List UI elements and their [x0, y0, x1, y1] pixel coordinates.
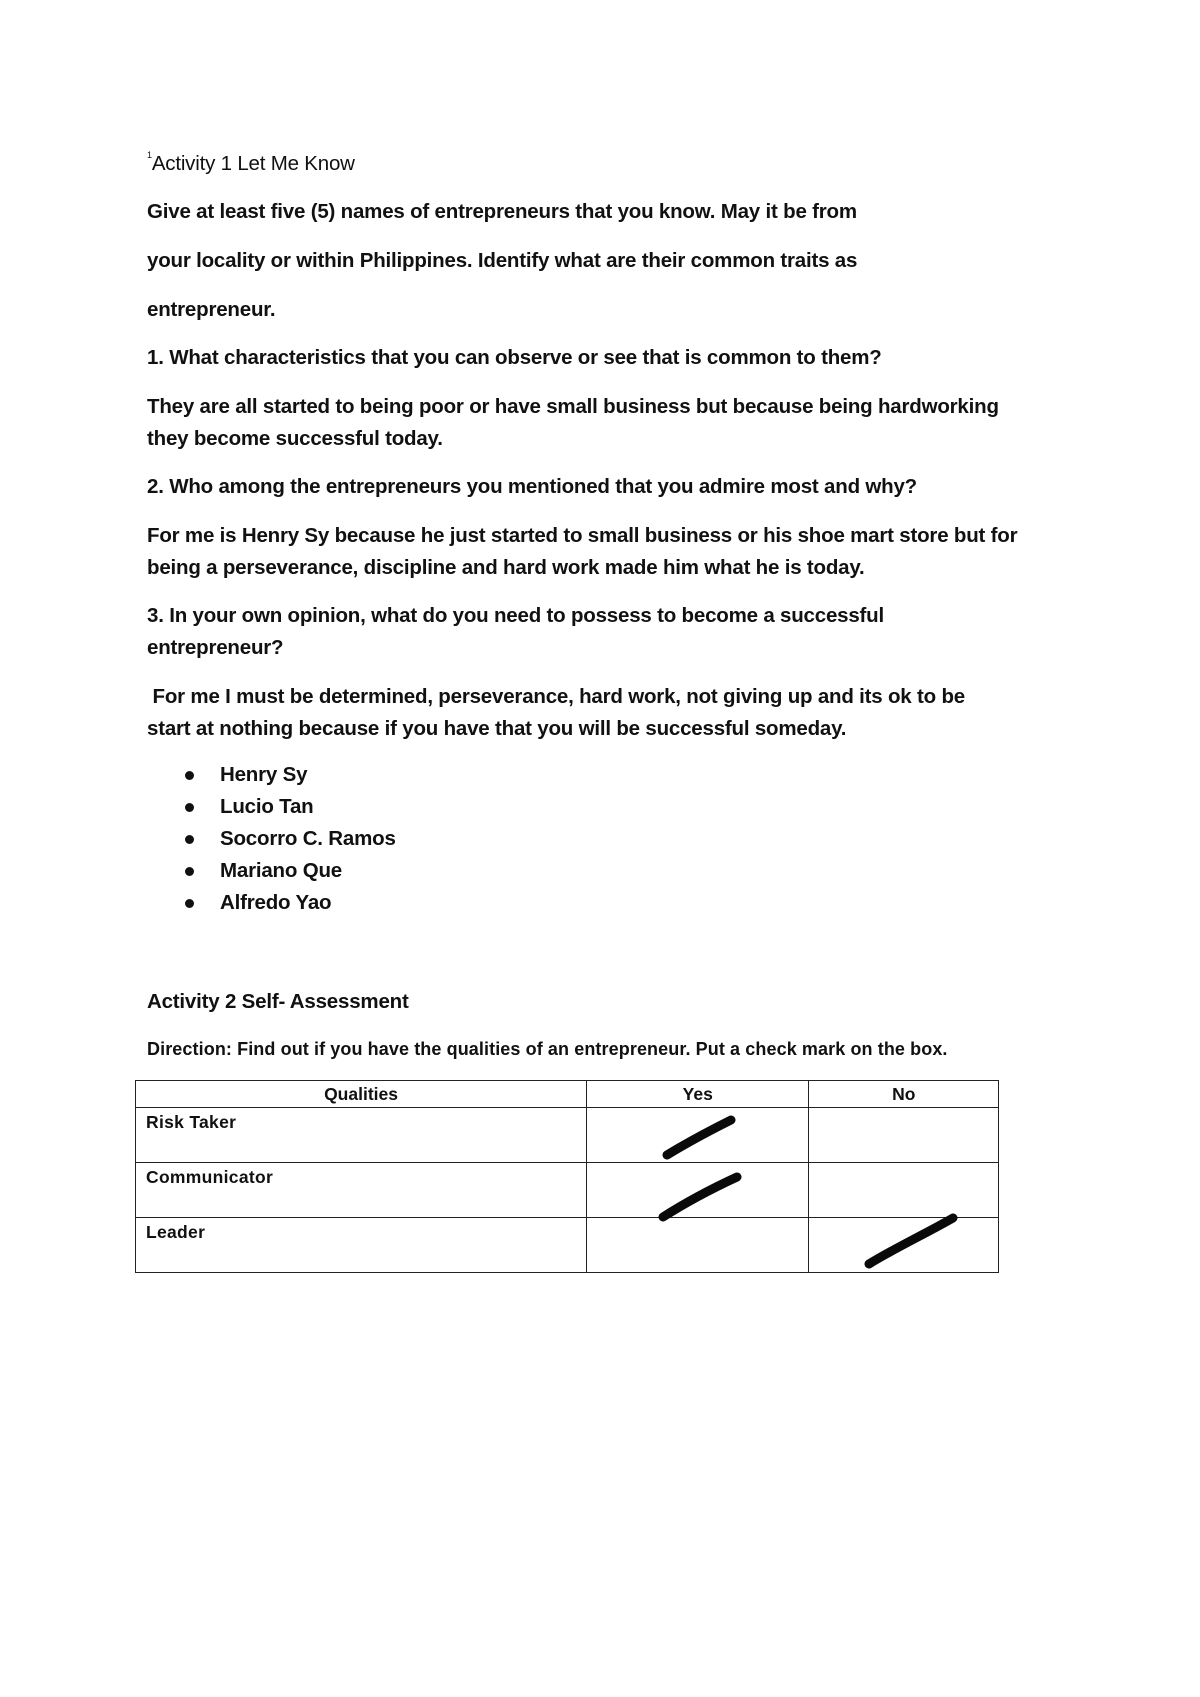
list-item [147, 855, 396, 887]
bullet-icon [185, 771, 194, 780]
intro-line: entrepreneur. [147, 298, 276, 321]
no-cell[interactable] [809, 1108, 999, 1163]
header-no: No [809, 1081, 999, 1108]
qualities-table [135, 1080, 999, 1273]
answer-3-line: start at nothing because if you have that you will be successful someday. [147, 717, 847, 740]
bullet-icon [185, 803, 194, 812]
list-item [147, 887, 396, 919]
answer-2-line: For me is Henry Sy because he just started to small business or his shoe mart store but for [147, 524, 1018, 547]
table-row [136, 1163, 999, 1218]
list-item [147, 791, 396, 823]
question-3-line: entrepreneur? [147, 636, 284, 659]
bullet-icon [185, 867, 194, 876]
list-item-text: Alfredo Yao [220, 891, 332, 914]
question-3-line: 3. In your own opinion, what do you need to possess to become a successful [147, 604, 884, 627]
activity1-title-text: Activity 1 Let Me Know [151, 152, 355, 175]
bullet-icon [185, 899, 194, 908]
answer-1-line: they become successful today. [147, 427, 443, 450]
yes-cell[interactable] [587, 1218, 809, 1273]
activity2-title: Activity 2 Self- Assessment [147, 990, 409, 1013]
footnote-marker: 1 [147, 150, 152, 160]
yes-cell[interactable] [587, 1108, 809, 1163]
list-item [147, 759, 396, 791]
table-row [136, 1108, 999, 1163]
entrepreneur-list [147, 759, 396, 919]
list-item-text: Henry Sy [220, 763, 308, 786]
check-mark-icon [661, 1114, 737, 1160]
list-item-text: Mariano Que [220, 859, 342, 882]
no-cell[interactable] [809, 1163, 999, 1218]
check-mark-icon [863, 1212, 961, 1270]
answer-3-line: For me I must be determined, perseverance, hard work, not giving up and its ok to be [147, 685, 965, 708]
list-item-text: Lucio Tan [220, 795, 314, 818]
intro-line: Give at least five (5) names of entrepreneurs that you know. May it be from [147, 200, 857, 223]
yes-cell[interactable] [587, 1163, 809, 1218]
table-row [136, 1218, 999, 1273]
no-cell[interactable] [809, 1218, 999, 1273]
quality-cell: Risk Taker [136, 1108, 587, 1163]
question-1: 1. What characteristics that you can observe or see that is common to them? [147, 346, 882, 369]
quality-cell: Leader [136, 1218, 587, 1273]
quality-cell: Communicator [136, 1163, 587, 1218]
activity1-title [147, 147, 1067, 180]
check-mark-icon [657, 1171, 745, 1223]
list-item [147, 823, 396, 855]
answer-1-line: They are all started to being poor or have small business but because being hardworking [147, 395, 999, 418]
table-header-row [136, 1081, 999, 1108]
header-qualities: Qualities [136, 1081, 587, 1108]
question-2: 2. Who among the entrepreneurs you mentioned that you admire most and why? [147, 475, 917, 498]
answer-2-line: being a perseverance, discipline and hard work made him what he is today. [147, 556, 865, 579]
direction-text: Direction: Find out if you have the qualities of an entrepreneur. Put a check mark on the box. [147, 1039, 948, 1059]
intro-line: your locality or within Philippines. Identify what are their common traits as [147, 249, 858, 272]
list-item-text: Socorro C. Ramos [220, 827, 396, 850]
header-yes: Yes [587, 1081, 809, 1108]
bullet-icon [185, 835, 194, 844]
